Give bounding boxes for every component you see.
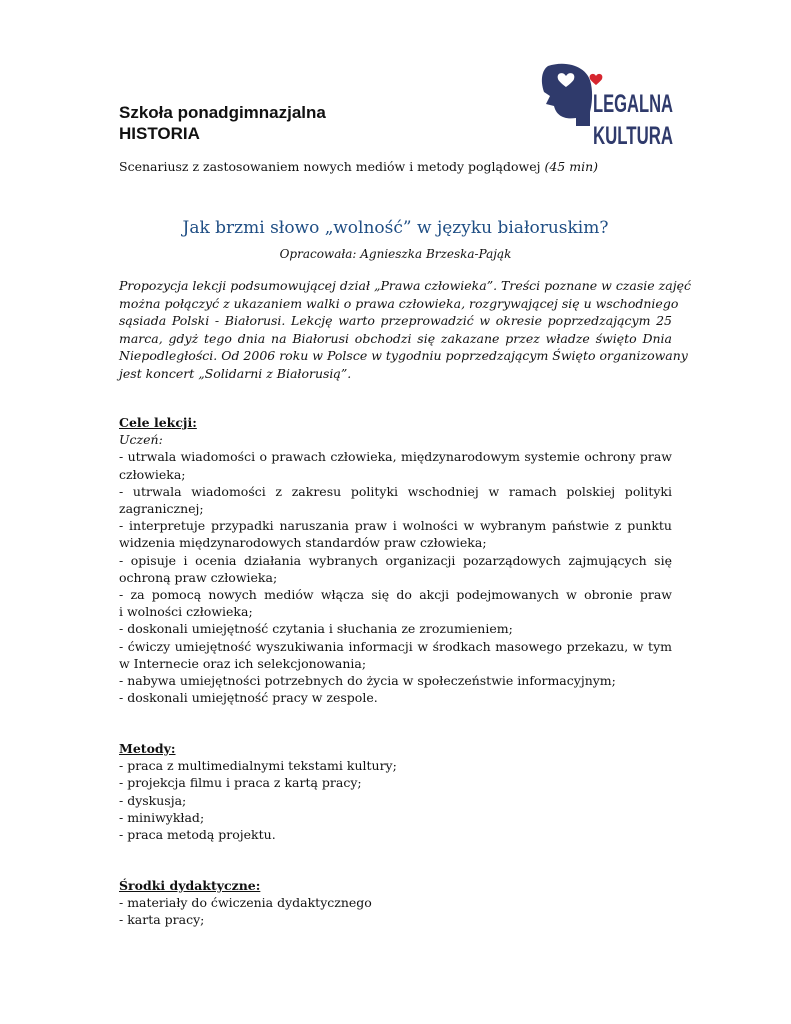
goal-line: ochroną praw człowieka; xyxy=(119,569,278,585)
scenario-text: Scenariusz z zastosowaniem nowych mediów i metody poglądowej xyxy=(119,159,541,174)
goal-line: - opisuje i ocenia działania wybranych organizacji pozarządowych zajmujących się xyxy=(119,552,672,568)
resource-line: - materiały do ćwiczenia dydaktycznego xyxy=(119,895,372,911)
subject-name: HISTORIA xyxy=(119,124,200,143)
intro-line: Niepodległości. Od 2006 roku w Polsce w tygodniu poprzedzającym Święto organizowany xyxy=(119,348,688,363)
goal-line: i wolności człowieka; xyxy=(119,604,253,620)
resource-line: - karta pracy; xyxy=(119,912,205,928)
intro-line: Propozycja lekcji podsumowującej dział „Prawa człowieka”. Treści poznane w czasie zajęć xyxy=(119,278,691,293)
goal-line: - interpretuje przypadki naruszania praw i wolności w wybranym państwie z punktu xyxy=(119,518,672,534)
lesson-author: Opracowała: Agnieszka Brzeska-Pająk xyxy=(279,247,512,261)
goal-line: - utrwala wiadomości o prawach człowieka, międzynarodowym systemie ochrony praw xyxy=(119,449,672,465)
lesson-title: Jak brzmi słowo „wolność” w języku białoruskim? xyxy=(182,218,609,238)
methods-section xyxy=(119,740,672,843)
goal-line: - doskonali umiejętność czytania i słuchania ze zrozumieniem; xyxy=(119,621,513,637)
goal-line: zagranicznej; xyxy=(119,501,204,517)
method-line: - dyskusja; xyxy=(119,792,187,808)
method-line: - miniwykład; xyxy=(119,809,205,825)
intro-line: marca, gdyż tego dnia na Białorusi obchodzi się zakazane przez władze święto Dnia xyxy=(119,330,672,346)
method-line: - praca z multimedialnymi tekstami kultury; xyxy=(119,758,397,774)
scenario-description xyxy=(119,159,598,174)
intro-line: jest koncert „Solidarni z Białorusią”. xyxy=(119,365,352,381)
goal-line: - nabywa umiejętności potrzebnych do życia w społeczeństwie informacyjnym; xyxy=(119,673,616,689)
goal-line: - utrwala wiadomości z zakresu polityki wschodniej w ramach polskiej polityki xyxy=(119,483,672,499)
logo-line2: KULTURA xyxy=(593,122,673,150)
resources-heading: Środki dydaktyczne: xyxy=(119,878,261,893)
goal-line: - doskonali umiejętność pracy w zespole. xyxy=(119,690,378,706)
goal-line: - za pomocą nowych mediów włącza się do akcji podejmowanych w obronie praw xyxy=(119,587,672,603)
goal-line: człowieka; xyxy=(119,466,186,482)
document-header xyxy=(119,102,326,144)
goal-line: w Internecie oraz ich selekcjonowania; xyxy=(119,655,367,671)
head-silhouette-icon xyxy=(542,64,592,126)
methods-heading: Metody: xyxy=(119,741,176,756)
goals-section xyxy=(119,414,672,706)
goal-line: widzenia międzynarodowych standardów praw człowieka; xyxy=(119,535,487,551)
legalna-kultura-logo xyxy=(536,60,676,152)
logo-line1: LEGALNA xyxy=(593,90,673,118)
method-line: - praca metodą projektu. xyxy=(119,827,276,843)
intro-line: można połączyć z ukazaniem walki o prawa człowieka, rozgrywającej się u wschodniego xyxy=(119,295,679,311)
heart-accent-icon xyxy=(590,74,603,85)
goals-heading: Cele lekcji: xyxy=(119,415,197,430)
intro-line: sąsiada Polski - Białorusi. Lekcję warto przeprowadzić w okresie poprzedzającym 25 xyxy=(119,313,672,328)
resources-section xyxy=(119,877,672,929)
school-type: Szkoła ponadgimnazjalna xyxy=(119,103,326,122)
lesson-introduction xyxy=(119,277,691,382)
goal-line: - ćwiczy umiejętność wyszukiwania informacji w środkach masowego przekazu, w tym xyxy=(119,638,672,654)
goals-subheading: Uczeń: xyxy=(119,432,163,448)
method-line: - projekcja filmu i praca z kartą pracy; xyxy=(119,775,362,791)
scenario-duration: (45 min) xyxy=(544,159,599,174)
